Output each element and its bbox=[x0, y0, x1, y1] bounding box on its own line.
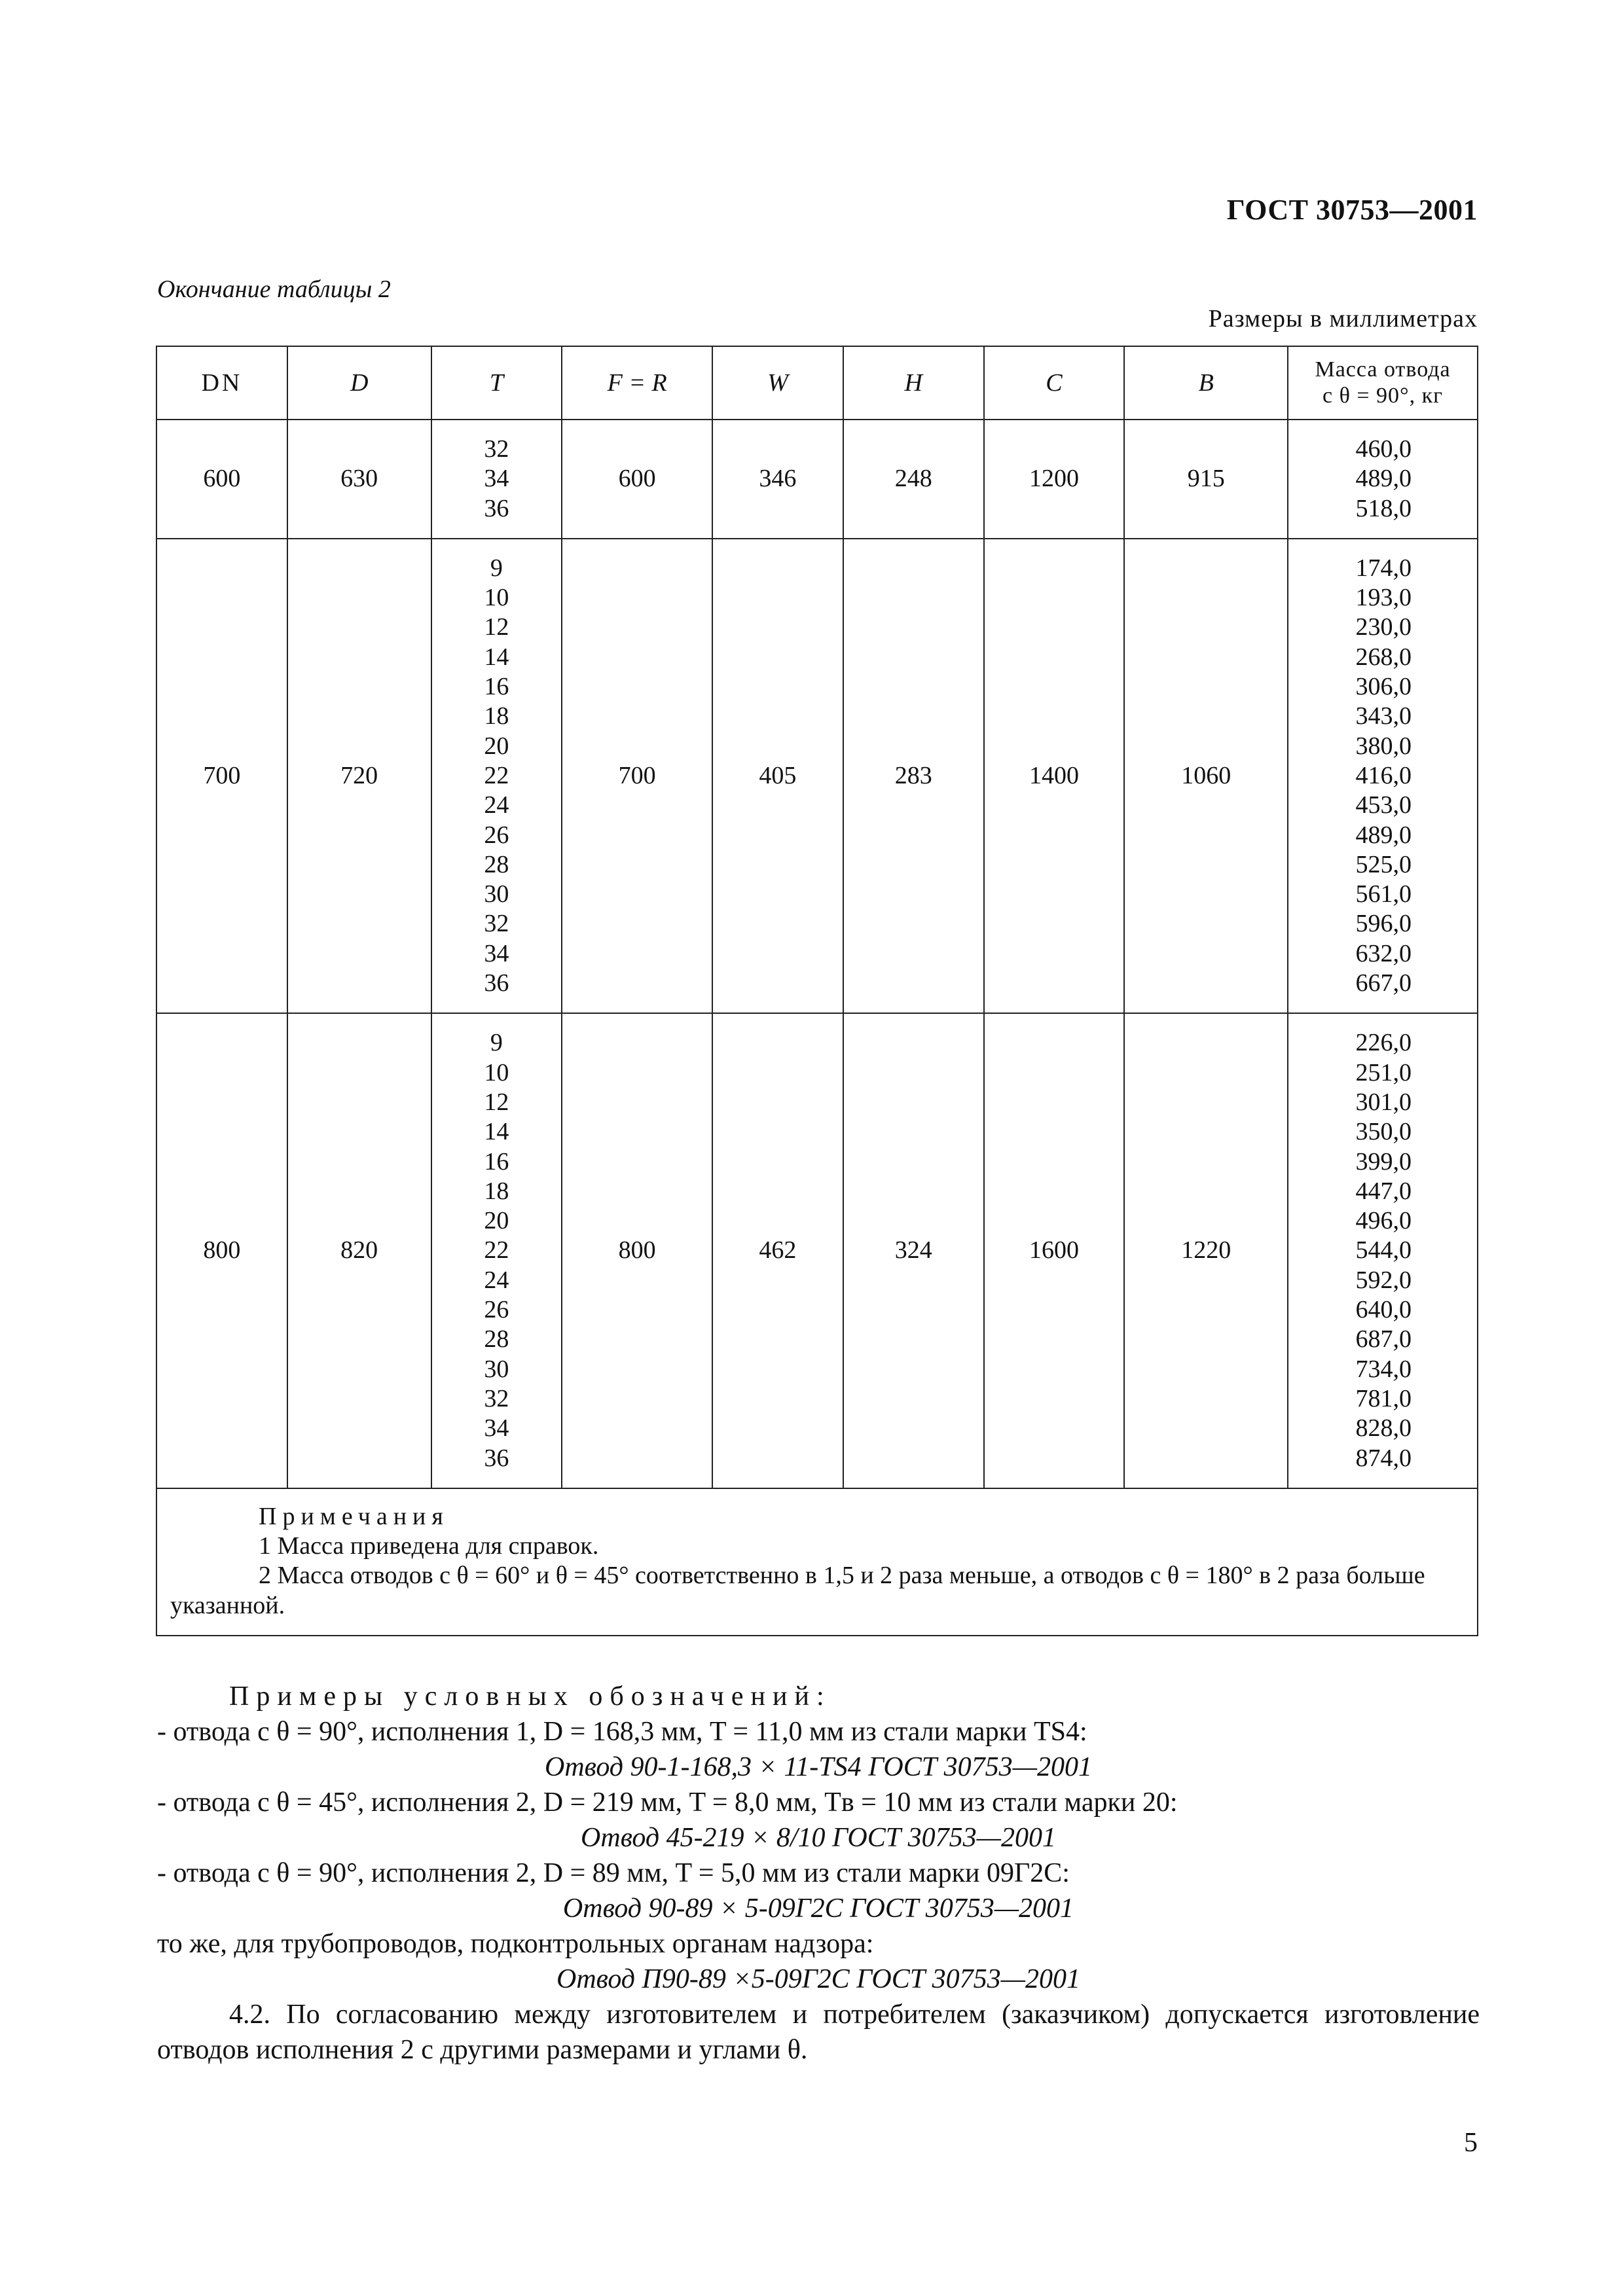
cell-t-value: 12 bbox=[484, 1088, 509, 1116]
cell-t-value: 20 bbox=[484, 1207, 509, 1235]
col-header-c: C bbox=[984, 346, 1125, 420]
table-notes bbox=[156, 1488, 1478, 1636]
cell-h: 248 bbox=[843, 420, 984, 539]
clause-4-2: 4.2. По согласованию между изготовителем и потребителем (заказчиком) допускается изготовление отводов исполнения 2 с другими размерами и углами θ. bbox=[157, 2000, 1480, 2065]
units-note: Размеры в миллиметрах bbox=[1208, 305, 1478, 332]
cell-mass-value: 544,0 bbox=[1355, 1236, 1412, 1265]
page-number: 5 bbox=[1464, 2128, 1478, 2158]
example-2-designation: Отвод 45-219 × 8/10 ГОСТ 30753—2001 bbox=[581, 1823, 1056, 1853]
cell-mass-values bbox=[1288, 435, 1477, 524]
cell-mass-list bbox=[1288, 420, 1478, 539]
table-header-row bbox=[156, 346, 1478, 420]
cell-t-value: 10 bbox=[484, 584, 509, 612]
cell-mass-value: 561,0 bbox=[1355, 880, 1412, 908]
cell-t-value: 36 bbox=[484, 969, 509, 997]
cell-mass-value: 447,0 bbox=[1355, 1177, 1412, 1205]
cell-t-value: 34 bbox=[484, 465, 509, 493]
cell-mass-value: 343,0 bbox=[1355, 702, 1412, 730]
cell-b: 1220 bbox=[1124, 1013, 1288, 1488]
col-header-mass-line1: Масса отвода bbox=[1315, 357, 1451, 382]
example-3-text: - отвода с θ = 90°, исполнения 2, D = 89 мм, T = 5,0 мм из стали марки 09Г2С: bbox=[157, 1858, 1070, 1888]
cell-c: 1400 bbox=[984, 539, 1125, 1013]
cell-t-value: 32 bbox=[484, 910, 509, 938]
cell-t-value: 34 bbox=[484, 1414, 509, 1443]
dimensions-table bbox=[156, 346, 1478, 1636]
col-header-w: W bbox=[712, 346, 843, 420]
cell-mass-value: 489,0 bbox=[1355, 821, 1412, 849]
cell-dn: 600 bbox=[156, 420, 287, 539]
cell-t-value: 14 bbox=[484, 1118, 509, 1146]
cell-t-value: 16 bbox=[484, 673, 509, 701]
cell-mass-value: 453,0 bbox=[1355, 791, 1412, 819]
col-header-b: B bbox=[1124, 346, 1288, 420]
document-standard-header: ГОСТ 30753—2001 bbox=[1226, 194, 1478, 226]
col-header-mass-line2: с θ = 90°, кг bbox=[1322, 384, 1444, 408]
cell-t-value: 18 bbox=[484, 1177, 509, 1205]
example-1-text: - отвода с θ = 90°, исполнения 1, D = 168,3 мм, T = 11,0 мм из стали марки TS4: bbox=[157, 1717, 1087, 1747]
cell-b: 915 bbox=[1124, 420, 1288, 539]
cell-mass-value: 596,0 bbox=[1355, 910, 1412, 938]
table-caption: Окончание таблицы 2 bbox=[157, 276, 391, 303]
example-4-designation: Отвод П90-89 ×5-09Г2С ГОСТ 30753—2001 bbox=[556, 1964, 1080, 1994]
cell-t-list bbox=[431, 1013, 562, 1488]
cell-mass-value: 687,0 bbox=[1355, 1325, 1412, 1354]
cell-mass-value: 350,0 bbox=[1355, 1118, 1412, 1146]
cell-mass-value: 380,0 bbox=[1355, 732, 1412, 760]
cell-t-value: 34 bbox=[484, 939, 509, 967]
cell-d: 630 bbox=[287, 420, 431, 539]
cell-t-value: 9 bbox=[490, 1029, 503, 1057]
note-2: 2 Масса отводов с θ = 60° и θ = 45° соответственно в 1,5 и 2 раза меньше, а отводов с θ = 180° в 2 раза больше указанной. bbox=[170, 1562, 1425, 1619]
cell-mass-value: 268,0 bbox=[1355, 643, 1412, 671]
col-header-f-r: F = R bbox=[562, 346, 712, 420]
cell-mass-value: 640,0 bbox=[1355, 1296, 1412, 1324]
cell-mass-list bbox=[1288, 539, 1478, 1013]
cell-mass-value: 525,0 bbox=[1355, 850, 1412, 878]
cell-mass-value: 781,0 bbox=[1355, 1384, 1412, 1412]
cell-d: 820 bbox=[287, 1013, 431, 1488]
cell-t-value: 22 bbox=[484, 761, 509, 789]
cell-t-value: 26 bbox=[484, 821, 509, 849]
cell-t-value: 32 bbox=[484, 435, 509, 463]
table-notes-row bbox=[156, 1488, 1478, 1636]
cell-w: 405 bbox=[712, 539, 843, 1013]
cell-t-values bbox=[432, 554, 562, 998]
cell-w: 346 bbox=[712, 420, 843, 539]
cell-h: 324 bbox=[843, 1013, 984, 1488]
cell-t-value: 20 bbox=[484, 732, 509, 760]
cell-t-value: 26 bbox=[484, 1296, 509, 1324]
cell-mass-values bbox=[1288, 554, 1477, 998]
table-row bbox=[156, 539, 1478, 1013]
cell-mass-value: 251,0 bbox=[1355, 1058, 1412, 1086]
cell-t-value: 16 bbox=[484, 1147, 509, 1175]
cell-t-value: 36 bbox=[484, 1444, 509, 1472]
col-header-h: H bbox=[843, 346, 984, 420]
cell-t-value: 30 bbox=[484, 1355, 509, 1383]
cell-d: 720 bbox=[287, 539, 431, 1013]
cell-t-value: 22 bbox=[484, 1236, 509, 1265]
cell-t-value: 30 bbox=[484, 880, 509, 908]
cell-mass-value: 460,0 bbox=[1355, 435, 1412, 463]
col-header-mass bbox=[1288, 346, 1478, 420]
cell-mass-value: 667,0 bbox=[1355, 969, 1412, 997]
cell-c: 1200 bbox=[984, 420, 1125, 539]
notes-title: Примечания bbox=[259, 1502, 449, 1530]
cell-w: 462 bbox=[712, 1013, 843, 1488]
cell-t-values bbox=[432, 435, 562, 524]
cell-dn: 700 bbox=[156, 539, 287, 1013]
cell-mass-value: 193,0 bbox=[1355, 584, 1412, 612]
cell-f-r: 700 bbox=[562, 539, 712, 1013]
cell-mass-value: 592,0 bbox=[1355, 1266, 1412, 1294]
cell-mass-values bbox=[1288, 1028, 1477, 1473]
example-4-text: то же, для трубопроводов, подконтрольных органам надзора: bbox=[157, 1929, 874, 1959]
cell-mass-value: 496,0 bbox=[1355, 1207, 1412, 1235]
cell-t-list bbox=[431, 420, 562, 539]
cell-mass-list bbox=[1288, 1013, 1478, 1488]
cell-mass-value: 734,0 bbox=[1355, 1355, 1412, 1383]
cell-mass-value: 226,0 bbox=[1355, 1029, 1412, 1057]
examples-title: Примеры условных обозначений: bbox=[229, 1681, 831, 1712]
cell-h: 283 bbox=[843, 539, 984, 1013]
cell-t-list bbox=[431, 539, 562, 1013]
cell-t-value: 24 bbox=[484, 791, 509, 819]
cell-t-value: 12 bbox=[484, 613, 509, 641]
col-header-t: T bbox=[431, 346, 562, 420]
cell-t-value: 28 bbox=[484, 850, 509, 878]
cell-mass-value: 230,0 bbox=[1355, 613, 1412, 641]
table-row bbox=[156, 1013, 1478, 1488]
example-1-designation: Отвод 90-1-168,3 × 11-TS4 ГОСТ 30753—2001 bbox=[545, 1752, 1092, 1782]
cell-t-value: 24 bbox=[484, 1266, 509, 1294]
cell-t-value: 9 bbox=[490, 554, 503, 582]
col-header-dn: DN bbox=[156, 346, 287, 420]
cell-t-values bbox=[432, 1028, 562, 1473]
cell-t-value: 18 bbox=[484, 702, 509, 730]
cell-mass-value: 416,0 bbox=[1355, 761, 1412, 789]
cell-mass-value: 518,0 bbox=[1355, 494, 1412, 522]
cell-c: 1600 bbox=[984, 1013, 1125, 1488]
cell-t-value: 10 bbox=[484, 1058, 509, 1086]
cell-mass-value: 874,0 bbox=[1355, 1444, 1412, 1472]
cell-mass-value: 174,0 bbox=[1355, 554, 1412, 582]
cell-t-value: 36 bbox=[484, 494, 509, 522]
cell-dn: 800 bbox=[156, 1013, 287, 1488]
cell-mass-value: 301,0 bbox=[1355, 1088, 1412, 1116]
cell-b: 1060 bbox=[1124, 539, 1288, 1013]
example-3-designation: Отвод 90-89 × 5-09Г2С ГОСТ 30753—2001 bbox=[562, 1893, 1074, 1924]
table-body bbox=[156, 420, 1478, 1636]
cell-mass-value: 828,0 bbox=[1355, 1414, 1412, 1443]
example-2-text: - отвода с θ = 45°, исполнения 2, D = 219 мм, T = 8,0 мм, Tв = 10 мм из стали марки 20: bbox=[157, 1787, 1178, 1818]
table-row bbox=[156, 420, 1478, 539]
col-header-d: D bbox=[287, 346, 431, 420]
cell-mass-value: 306,0 bbox=[1355, 673, 1412, 701]
cell-mass-value: 632,0 bbox=[1355, 939, 1412, 967]
note-1: 1 Масса приведена для справок. bbox=[259, 1532, 599, 1560]
cell-mass-value: 399,0 bbox=[1355, 1147, 1412, 1175]
cell-t-value: 32 bbox=[484, 1384, 509, 1412]
cell-f-r: 800 bbox=[562, 1013, 712, 1488]
cell-mass-value: 489,0 bbox=[1355, 465, 1412, 493]
designation-examples bbox=[157, 1679, 1480, 2068]
cell-f-r: 600 bbox=[562, 420, 712, 539]
cell-t-value: 14 bbox=[484, 643, 509, 671]
cell-t-value: 28 bbox=[484, 1325, 509, 1354]
